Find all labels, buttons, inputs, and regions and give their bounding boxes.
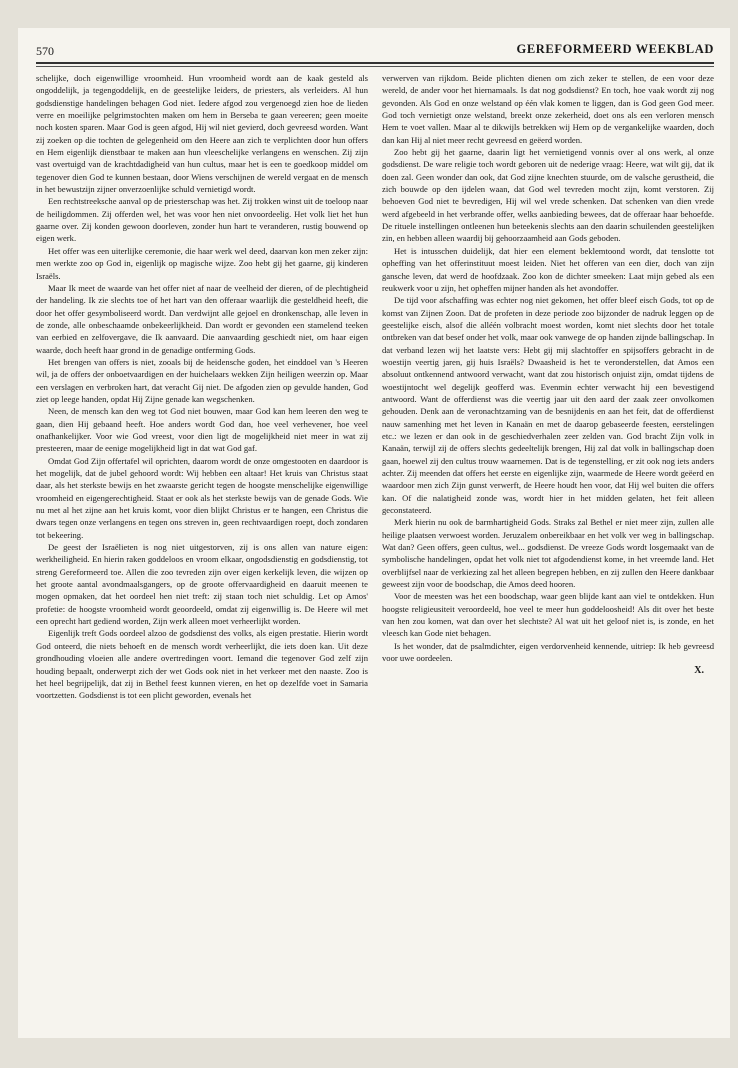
paragraph: Merk hierin nu ook de barmhartigheid Gods. Straks zal Bethel er niet meer zijn, zullen alle heilige plaatsen verwoest worden. Jeruzalem onbereikbaar en het volk ver weg in ballingschap. Wat dan? Geen offers, geen cultus, wel... godsdienst. De vreeze Gods wordt losgemaakt van de symbolische handelingen, opdat het volk niet tot afgodendienst kome, in het vreemde land. Het overblijfsel naar de verkiezing zal het alleen begrepen hebben, en zij zullen den Heere dankbaar geweest zijn voor de boodschap, die Amos deed hooren. [382, 517, 714, 590]
paragraph: Eigenlijk treft Gods oordeel alzoo de godsdienst des volks, als eigen prestatie. Hierin wordt God onteerd, die niets behoeft en de mensch wordt verheerlijkt, die iets doen kan. Uit deze grondhouding vloeien alle andere overtredingen voort. Iemand die tegenover God zelf zijn houding bepaalt, onderwerpt zich der wet Gods ook niet in het verkeer met den naaste. Zoo is het heel begrijpelijk, dat zij in Bethel feest kunnen vieren, en het op dezelfde voet in Samaria voortzetten. Godsdienst is tot een plicht geworden, evenals het [36, 628, 368, 701]
paragraph: Voor de meesten was het een boodschap, waar geen blijde kant aan viel te ontdekken. Hun hoogste religieusiteit veroordeeld, hoe veel te meer hun goddeloosheid! Als dit over het beste van hen zou komen, wat dan over het slechtste? Al wat uit het geloof niet is, is zonde, en het vleesch kan Gode niet behagen. [382, 591, 714, 639]
header-rule-thick [36, 62, 714, 64]
author-signature: X. [694, 664, 704, 676]
paragraph: Het brengen van offers is niet, zooals bij de heidensche goden, het einddoel van 's Heeren wil, ja de offers der onboetvaardigen en der huichelaars wekken Zijn heiligen weerzin op. Maar een verslagen en verbroken hart, dat veracht Gij niet. De afgoden zien op gevulde handen, God ziet op leege handen, opdat Hij Zijne genade kan wegschenken. [36, 356, 368, 404]
page-number: 570 [36, 44, 54, 58]
paragraph: Is het wonder, dat de psalmdichter, eigen verdorvenheid kennende, uitriep: Ik heb gevreesd voor uwe oordeelen. [382, 640, 714, 664]
journal-title: GEREFORMEERD WEEKBLAD [516, 42, 714, 56]
article-body [36, 72, 714, 1024]
paragraph: Een rechtstreeksche aanval op de priesterschap was het. Zij trokken winst uit de toeloop naar de heiligdommen. Zij offerden wel, het was voor hen niet onvoordeelig. Het volk liet het hun gaarne over. Zij konden gewoon doorleven, zonder hun hart te veranderen, rustig bouwend op eigen werk. [36, 196, 368, 244]
right-column [382, 72, 714, 1024]
paragraph: Omdat God Zijn offertafel wil oprichten, daarom wordt de onze omgestooten en daardoor is het mogelijk, dat de jubel gehoord wordt: Wij hebben een altaar! Het kruis van Christus staat daar, als het sterkste bewijs en het zwaarste gericht tegen de hoogste menschelijke eigenwillige vroomheid en eigengerechtigheid. Staat er ook als het sterkste bewijs van de genade Gods. Wie nu met al het zijne aan het kruis komt, voor dien blijkt Christus er te hangen, een Christus die dwars tegen onze verlangens en tegen ons streven in, geen rechtvaardigen roept, doch zondaren tot bekeering. [36, 455, 368, 540]
paragraph: schelijke, doch eigenwillige vroomheid. Hun vroomheid wordt aan de kaak gesteld als ongoddelijk, ja tegengoddelijk, en de geestelijke leiders, de priesters, als verleiders. Al hun godsdienstige handelingen behagen God niet. Iedere afgod zou vergenoegd zien hoe de lieden verre en moeilijke pelgrimstochten maken om hem in Berseba te gaan vereeren; geen moeite noch kosten sparen. Maar God is geen afgod, Hij wil niet gevierd, doch gevreesd worden. Want zij zoeken op die tochten de gelegenheid om den Heere aan zich te verplichten door hun offers en Hem eigenlijk dienstbaar te maken aan hun vleeschelijke verlangens en wenschen. Zij zijn vast overtuigd van de krachtdadigheid van hun cultus, maar het is een te goedkoop middel om tegenover dien God te kunnen bestaan, door Wiens verschijnen de wereld vergaat en de mensch in het bewustzijn zijner onverzoenlijke schuld vernietigd wordt. [36, 73, 368, 195]
header-rule-thin [36, 66, 714, 67]
paragraph: Zoo hebt gij het gaarne, daarin ligt het vernietigend vonnis over al ons werk, al onze godsdienst. De ware religie toch wordt geboren uit de nederige vraag: Heere, wat wilt gij, dat ik doen zal. Geen wonder dan ook, dat God zijne knechten stuurde, om de valsche gerustheid, die zich bouwde op den ijdelen waan, dat God wel tevreden mocht zijn, komt verstoren. Zij behoeven God niet te bevredigen, Hij wil wel vrede schenken. Dat schenken van dien vrede werd afgebeeld in het verbrande offer, welks aanbieding bewees, dat de offeraar haar behoefde. De rituele instellingen ontleenen hun beteekenis slechts aan den daarin schuilenden geestelijken zin, en hebben alleen waardij bij gehoorzaamheid aan Gods geboden. [382, 147, 714, 244]
paragraph: Neen, de mensch kan den weg tot God niet bouwen, maar God kan hem leeren den weg te gaan, dien Hij gebaand heeft. Hoe anders wordt God dan, hoe veel verhevener, hoe veel onafhankelijker. Voor wie God vreest, voor dien ligt de mogelijkheid niet meer in wat zij presteeren, maar de eenige mogelijkheid ligt in dat wat God gaf. [36, 406, 368, 454]
left-column [36, 72, 368, 1024]
paragraph: Het offer was een uiterlijke ceremonie, die haar werk wel deed, daarvan kon men zeker zijn: men werkte zoo op God in, eigenlijk op magische wijze. Zoo hebt gij het gaarne, gij kinderen Israëls. [36, 245, 368, 281]
newspaper-page [18, 28, 730, 1038]
paragraph: Maar Ik meet de waarde van het offer niet af naar de veelheid der dieren, of de plechtigheid der handeling. Ik zie slechts toe of het hart van den offeraar waarlijk die gesteldheid heeft, die door het offer gesymboliseerd wordt. Dan verdwijnt alle gejoel en dronkenschap, alle leven in de zonde, alle onbeschaamde onbekeerlijkheid. Dan wordt er gevonden een stamelend teeken van eerbied en zelfovergave, die Ik aanvaard. Die aanvaarding geschiedt niet, om haar eigen waarde, doch heeft haar grond in de genadige ontferming Gods. [36, 282, 368, 355]
paragraph: De geest der Israëlieten is nog niet uitgestorven, zij is ons allen van nature eigen: werkheiligheid. En hierin raken goddeloos en vroom elkaar, ongodsdienstig en godsdienstig, tot streng Gereformeerd toe. Allen die zoo tevreden zijn over eigen kerkelijk leven, die wijzen op het groote aantal avondmaalsgangers, op de groote offervaardigheid en daaruit meenen te mogen opmaken, dat het oordeel hen niet treft: zij staan toch niet schuldig. Let op Amos' profetie: de hoogste vroomheid wordt geoordeeld, omdat zij eigenwillig is. De Heere wil met een oprecht hart gediend worden, Zijn werk alleen moet verheerlijkt worden. [36, 542, 368, 627]
paragraph: Het is intusschen duidelijk, dat hier een element beklemtoond wordt, dat tenslotte tot opheffing van het offerinstituut moest leiden. Niet het offeren van een dier, doch van zijn gansche leven, dat werd de hoofdzaak. Zoo kon de dichter smeeken: Laat mijn gebed als een reukwerk voor u zijn, het opheffen mijner handen als het avondoffer. [382, 245, 714, 293]
paragraph: verwerven van rijkdom. Beide plichten dienen om zich zeker te stellen, de een voor deze wereld, de ander voor het hiernamaals. Is dat nog godsdienst? En toch, hoe vaak wordt zij nog gevonden. Als God en onze welstand op één vlak komen te liggen, dan is God geen God meer. God toch vernietigt onze welstand, breekt onze zekerheid, doet ons als een verloren mensch Hem te voet vallen. Maar al te dikwijls betrekken wij Hem op de vergankelijke waarden, doch dan kan Hij al niet meer recht gevreesd en geëerd worden. [382, 73, 714, 145]
paragraph: De tijd voor afschaffing was echter nog niet gekomen, het offer bleef eisch Gods, tot op de komst van Zijnen Zoon. Dat de profeten in deze periode zoo bijzonder de nadruk leggen op de geestelijke eisch, alsof die alléén volbracht moest worden, komt niet slechts door het totale ontbreken van dat besef onder het volk, maar ook vanwege de op handen zijnde ballingschap. In dat verband lezen wij het laatste vers: Hebt gij mij slachtoffer en spijsoffers gebracht in de woestijn veertig jaren, gij huis Israëls? Dwaasheid is het te veronderstellen, dat Amos een absoluut ontkennend antwoord verwacht, want dat zou historisch onjuist zijn, omdat tijdens de woestijntocht wel degelijk geofferd was. Evenmin echter verwacht hij een bevestigend antwoord. Want de offerdienst was die veertig jaar uit den aard der zaak zeer onvolkomen gehouden. Denk aan de veronachtzaming van de besnijdenis en aan het feit, dat de offerdienst nauw samenhing met het leven in Kanaän en met de daarop gebaseerde feesten, eerstelingen etc.: we lezen er dan ook in de geschiedverhalen zeer zelden van. God bracht Zijn volk in Kanaän, terwijl zij de offers slechts gedeeltelijk brengen, Hij zal dat volk in ballingschap doen gaan, hoewel zij den cultus trouw waarnemen. Dat is de tegenstelling, er zit ook nog iets anders achter. Zij meenden dat offers het eerste en eigenlijke zijn, waarmede de Heere wordt geëerd en waardoor men zich Zijn gunst verwerft, de Heere houdt hen voor, dat Hij wel buiten die offers kan. Of die nalatigheid zonde was, wordt hier in het midden gelaten, het feit alleen geconstateerd. [382, 295, 714, 516]
